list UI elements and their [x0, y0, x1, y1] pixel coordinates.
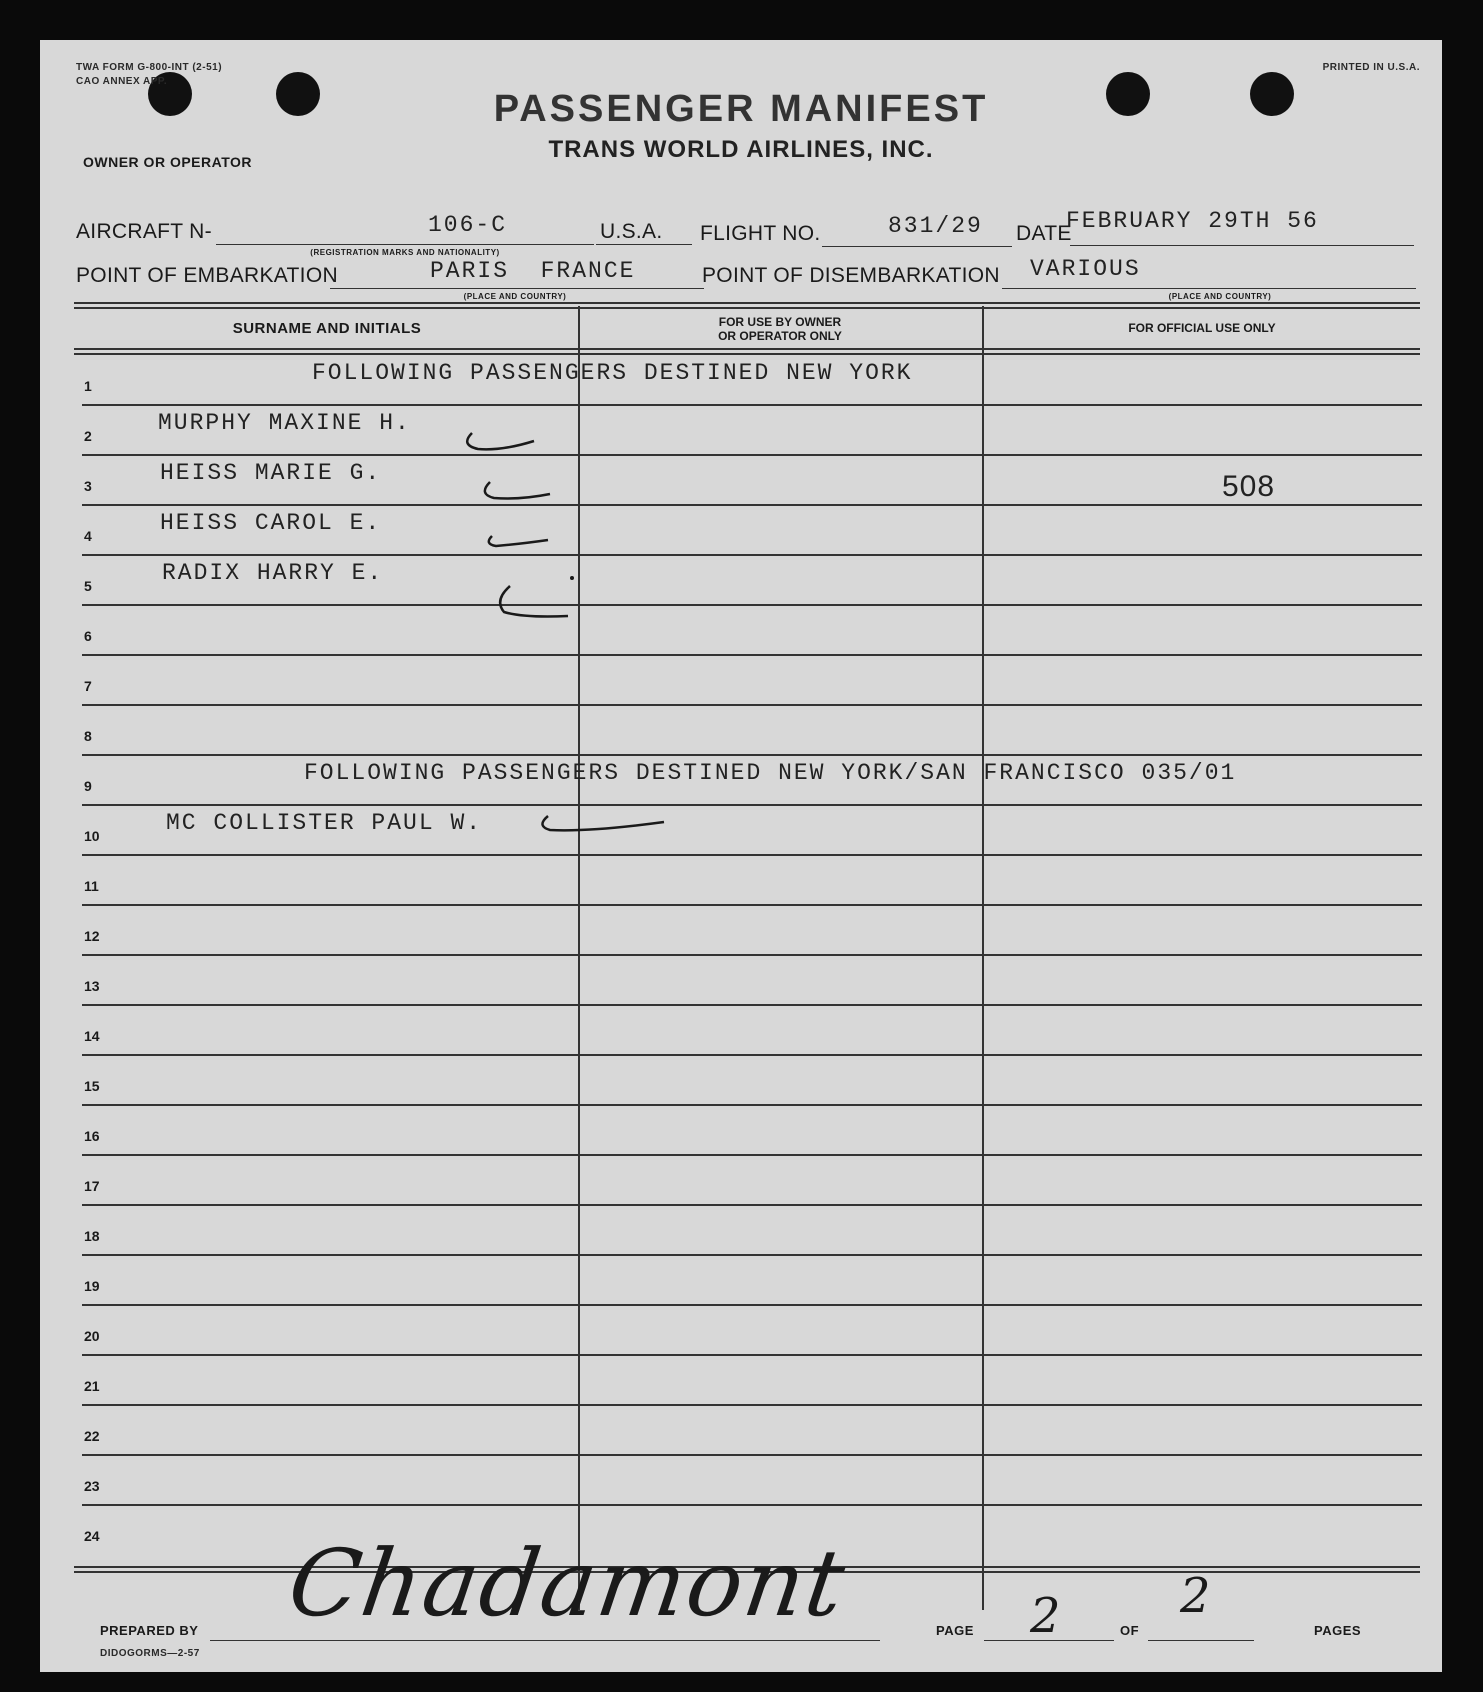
row-number: 5 [84, 578, 92, 594]
nationality-value: U.S.A. [600, 220, 663, 243]
row-number: 17 [84, 1178, 100, 1194]
checkmark-icon [500, 586, 568, 617]
row-number: 18 [84, 1228, 100, 1244]
preparer-signature: Chadamont [282, 1530, 853, 1637]
row-number: 7 [84, 678, 92, 694]
row-number: 13 [84, 978, 100, 994]
column-header-owner-use-2: OR OPERATOR ONLY [718, 329, 842, 343]
row-number: 24 [84, 1528, 100, 1544]
row-text: FOLLOWING PASSENGERS DESTINED NEW YORK [312, 360, 913, 386]
page-label: PAGE [936, 1623, 974, 1638]
row-number: 23 [84, 1478, 100, 1494]
row-number: 3 [84, 478, 92, 494]
row-number: 21 [84, 1378, 100, 1394]
bottom-code: DIDOGORMS—2-57 [100, 1648, 200, 1659]
of-value: 2 [1180, 1568, 1211, 1624]
row-number: 12 [84, 928, 100, 944]
embarkation-value: PARIS FRANCE [430, 258, 636, 284]
row-number: 4 [84, 528, 92, 544]
row-number: 1 [84, 378, 92, 394]
row-text: FOLLOWING PASSENGERS DESTINED NEW YORK/SAN FRANCISCO 035/01 [304, 760, 1237, 786]
row-number: 9 [84, 778, 92, 794]
disembarkation-label: POINT OF DISEMBARKATION [702, 264, 1000, 287]
handwritten-checkmarks [40, 40, 1442, 1672]
row-number: 10 [84, 828, 100, 844]
checkmark-icon [485, 482, 550, 499]
form-number: TWA FORM G-800-INT (2-51) [76, 62, 223, 73]
page-value: 2 [1030, 1588, 1061, 1644]
embarkation-note: (PLACE AND COUNTRY) [463, 292, 567, 301]
row-number: 22 [84, 1428, 100, 1444]
column-header-surname: SURNAME AND INITIALS [232, 320, 422, 337]
date-value: FEBRUARY 29TH 56 [1066, 208, 1319, 234]
aircraft-note: (REGISTRATION MARKS AND NATIONALITY) [310, 248, 500, 257]
page-subtitle: TRANS WORLD AIRLINES, INC. [548, 136, 934, 163]
of-label: OF [1120, 1623, 1140, 1638]
flight-value: 831/29 [888, 213, 983, 239]
row-number: 6 [84, 628, 92, 644]
checkmark-icon [489, 536, 548, 546]
page-title: PASSENGER MANIFEST [493, 88, 989, 130]
disembarkation-note: (PLACE AND COUNTRY) [1168, 292, 1272, 301]
official-use-value: 508 [1222, 470, 1276, 503]
row-text: RADIX HARRY E. [162, 560, 384, 586]
cao-annex: CAO ANNEX APP. [76, 76, 168, 87]
row-number: 20 [84, 1328, 100, 1344]
checkmark-icon [542, 816, 664, 830]
ink-dot [570, 576, 574, 580]
row-text: MC COLLISTER PAUL W. [166, 810, 483, 836]
manifest-sheet [40, 40, 1442, 1672]
row-number: 16 [84, 1128, 100, 1144]
column-header-owner-use-1: FOR USE BY OWNER [718, 315, 842, 329]
prepared-by-label: PREPARED BY [100, 1623, 199, 1638]
date-label: DATE [1016, 222, 1072, 245]
embarkation-label: POINT OF EMBARKATION [76, 264, 338, 287]
checkmark-icon [467, 433, 534, 449]
row-number: 8 [84, 728, 92, 744]
column-header-official: FOR OFFICIAL USE ONLY [1128, 321, 1276, 335]
flight-label: FLIGHT NO. [700, 222, 821, 245]
row-text: HEISS CAROL E. [160, 510, 382, 536]
row-number: 11 [84, 878, 99, 894]
pages-label: PAGES [1314, 1623, 1362, 1638]
owner-operator-label: OWNER OR OPERATOR [83, 154, 252, 170]
disembarkation-value: VARIOUS [1030, 256, 1141, 282]
row-number: 2 [84, 428, 92, 444]
row-number: 14 [84, 1028, 100, 1044]
row-number: 19 [84, 1278, 100, 1294]
aircraft-value: 106-C [428, 212, 508, 238]
row-text: MURPHY MAXINE H. [158, 410, 411, 436]
row-text: HEISS MARIE G. [160, 460, 382, 486]
printed-in: PRINTED IN U.S.A. [1322, 62, 1420, 73]
row-number: 15 [84, 1078, 100, 1094]
aircraft-label: AIRCRAFT N- [76, 220, 212, 243]
